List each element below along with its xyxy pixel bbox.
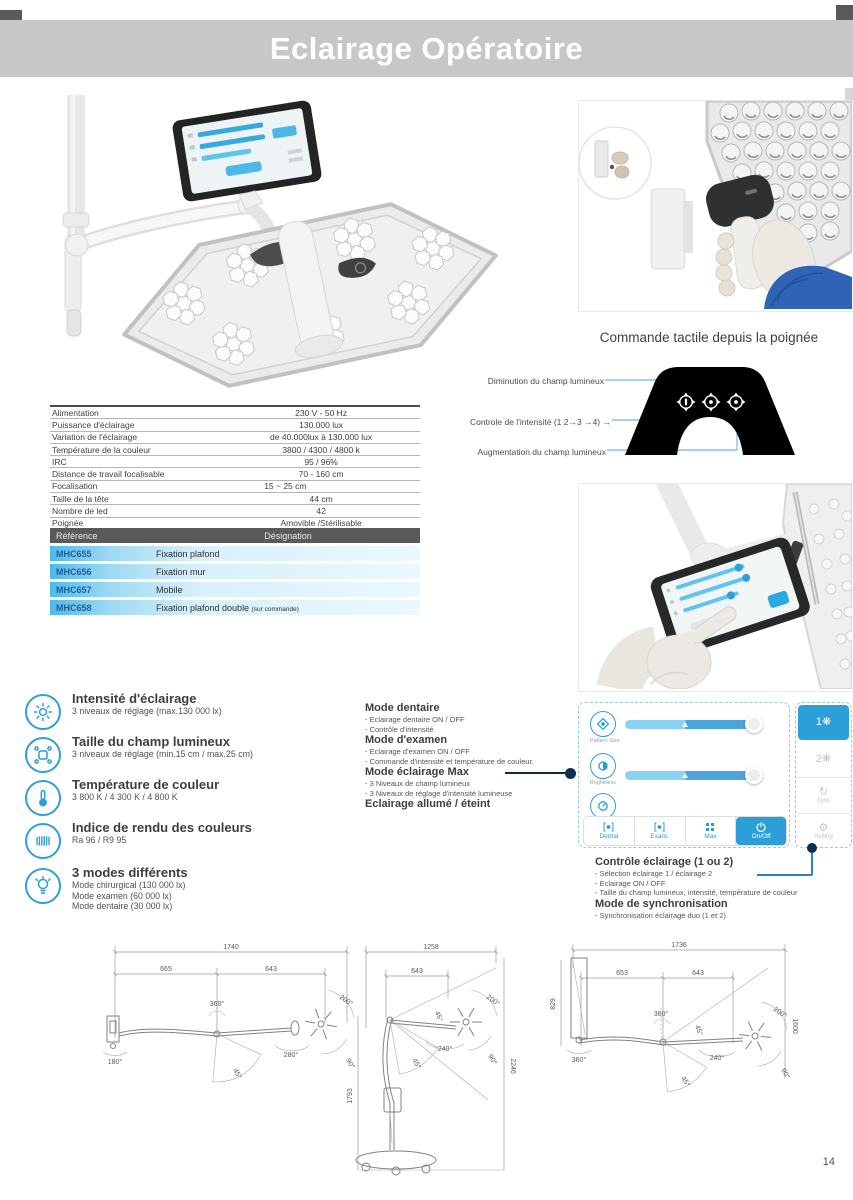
page-title: Eclairage Opératoire [269, 31, 584, 66]
angle-side: 90° [344, 1057, 356, 1071]
bulb-icon [25, 868, 61, 904]
ref-designation-note: (sur commande) [251, 605, 299, 613]
ref-designation: Fixation mur [156, 566, 206, 577]
table-row [50, 505, 420, 517]
feature-title: Indice de rendu des couleurs [72, 820, 252, 835]
table-row [50, 407, 420, 419]
mode-button-row [583, 816, 787, 846]
angle-base: 180° [107, 1059, 123, 1066]
feature-title: Taille du champ lumineux [72, 734, 230, 749]
lamp-2-button: 2❋ [796, 742, 851, 778]
touchscreen-illustration [579, 484, 852, 689]
slider-knob [745, 715, 763, 733]
angle-side: 90° [779, 1067, 791, 1081]
spec-value: 15 ~ 25 cm [264, 481, 307, 492]
feature-item [25, 868, 61, 904]
control-line: - Eclairage ON / OFF [595, 878, 666, 888]
table-row [50, 432, 420, 444]
spec-value: 230 V - 50 Hz [295, 407, 348, 418]
handle-touch-diagram [455, 362, 853, 462]
color-rendering-icon [25, 823, 61, 859]
gear-icon: ⚙ [818, 822, 829, 834]
handle-grip-illustration [579, 101, 852, 309]
feature-text [72, 735, 352, 760]
spec-label: Distance de travail focalisable [52, 469, 165, 480]
angle-top: 200° [337, 993, 354, 1008]
label-intensity-control: Controle de l'intensité (1 2→3 →4) → [470, 417, 611, 427]
control-line: - Taille du champ lumineux, intensité, température de couleur [595, 888, 798, 897]
slider-label: Pattern Size [590, 738, 620, 744]
mode-line: - Eclairage d'examen ON / OFF [365, 747, 470, 756]
pattern-size-icon [590, 711, 620, 744]
angle-fan: 45° [231, 1067, 243, 1081]
table-row [50, 600, 420, 615]
spec-label: Alimentation [52, 407, 99, 418]
control-line: - Synchronisation éclairage duo (1 et 2) [595, 910, 726, 920]
spec-label: Focalisation [52, 481, 98, 492]
lamp-select-panel [795, 702, 852, 848]
feature-line: Mode dentaire (30 000 lx) [72, 901, 173, 911]
spec-value: de 40.000lux à 130.000 lux [270, 432, 373, 443]
spec-value: 42 [316, 506, 326, 517]
spec-label: IRC [52, 456, 67, 467]
handle-silhouette [455, 362, 853, 462]
thermometer-icon [25, 780, 61, 816]
connector-dot-left [565, 768, 576, 779]
mode-line: - 3 Niveaux de réglage d'intensité lumineuse [365, 788, 513, 798]
control-title: Mode de synchronisation [595, 897, 728, 910]
feature-text [72, 692, 352, 717]
sun-icon [25, 694, 61, 730]
exam-button-label: Exam. [650, 833, 669, 840]
spec-label: Taille de la tête [52, 493, 109, 504]
dim-h-right: 2246 [509, 1058, 516, 1074]
ref-header-reference: Référence [56, 530, 98, 541]
angle-side: 90° [486, 1053, 498, 1067]
on-off-button-label: On/Off [751, 833, 771, 840]
spec-table [50, 405, 420, 530]
brightness-icon [590, 753, 616, 786]
lamp-1-label: 1 [815, 716, 822, 728]
dim-h-left: 829 [550, 998, 557, 1010]
spec-label: Variation de l'éclairage [52, 432, 138, 443]
feature-item [25, 823, 61, 859]
ref-designation: Fixation plafond [156, 548, 220, 559]
connector-line-max [505, 772, 567, 774]
mode-title: Mode d'examen [365, 734, 448, 746]
dental-button-label: Dental [599, 833, 619, 840]
control-line: - Sélection éclairage 1 / éclairage 2 [595, 869, 713, 878]
feature-text [72, 821, 352, 846]
label-increase-field: Augmentation du champ lumineux [477, 447, 606, 457]
ref-table-header [50, 528, 420, 543]
dim-seg-a: 653 [616, 970, 628, 977]
feature-line: Mode examen (60 000 lx) [72, 890, 172, 901]
handle-grip-photo [578, 100, 853, 312]
setting-button [796, 814, 851, 849]
handle-section-title: Commande tactile depuis la poignée [599, 330, 819, 345]
angle-rot: 360° [209, 1001, 225, 1008]
ref-designation: Mobile [156, 584, 183, 595]
angle-fan: 45° [679, 1075, 691, 1089]
angle-arm: 45° [693, 1024, 704, 1037]
dim-seg-a: 665 [160, 966, 172, 973]
feature-item [25, 694, 61, 730]
label-decrease-field: Diminution du champ lumineux [487, 376, 604, 386]
spec-label: Puissance d'éclairage [52, 419, 135, 430]
angle-arm: 45° [433, 1010, 444, 1023]
mode-line: - 3 Niveaux de champ lumineux [365, 779, 471, 788]
table-row [50, 481, 420, 493]
feature-title: Intensité d'éclairage [72, 691, 197, 706]
spec-value: Amovible /Stérilisable [280, 518, 362, 529]
feature-text [72, 866, 352, 912]
dim-h-left: 1793 [347, 1088, 354, 1104]
dental-button [584, 817, 635, 845]
connector-dot-bottom [807, 843, 817, 853]
feature-item [25, 737, 61, 773]
dim-h-right: 1600 [791, 1018, 798, 1034]
table-row [50, 582, 420, 597]
sync-icon: ↻ [818, 786, 829, 798]
mobile-stand-drawing [338, 938, 538, 1178]
dim-seg-a: 643 [411, 968, 423, 975]
angle-base: 360° [571, 1057, 587, 1064]
angle-top: 200° [484, 993, 501, 1008]
mode-line: - Commande d'intensité et température de couleur. [365, 756, 534, 766]
lighting-control-description [595, 856, 853, 920]
sync-label: Sync [816, 798, 831, 804]
spec-value: 95 / 96% [304, 456, 338, 467]
slider-label: Brightness [590, 780, 616, 786]
spec-value: 44 cm [309, 493, 333, 504]
table-row [50, 456, 420, 468]
dim-total: 1740 [223, 944, 239, 951]
dim-seg-b: 643 [265, 966, 277, 973]
lamp-2-label: 2 [815, 753, 822, 765]
spec-value: 3800 / 4300 / 4800 k [282, 444, 360, 455]
mode-line: - Eclairage dentaire ON / OFF [365, 715, 465, 724]
setting-label: Setting [814, 834, 833, 840]
spec-label: Température de la couleur [52, 444, 151, 455]
dim-seg-b: 643 [692, 970, 704, 977]
on-off-button [736, 817, 786, 845]
feature-title: Température de couleur [72, 777, 220, 792]
spec-label: Nombre de led [52, 506, 108, 517]
feature-item [25, 780, 61, 816]
ref-code: MHC658 [56, 602, 92, 613]
surgical-light-photo [15, 95, 530, 390]
max-button-label: Max [704, 833, 717, 840]
angle-top: 200° [771, 1005, 788, 1020]
table-row [50, 493, 420, 505]
touchscreen-panel [578, 702, 790, 848]
sync-button [796, 778, 851, 814]
brightness-slider [625, 771, 759, 780]
lamp-1-button: 1❋ [798, 705, 849, 740]
max-button [686, 817, 737, 845]
table-row [50, 564, 420, 579]
feature-line: 3 niveaux de réglage (max.130 000 lx) [72, 706, 222, 716]
light-field-icon [25, 737, 61, 773]
feature-line: 3 800 K / 4 300 K / 4 800 K [72, 792, 178, 802]
table-row [50, 419, 420, 431]
page-number: 14 [822, 1156, 835, 1168]
feature-text [72, 778, 352, 803]
page-header [0, 20, 853, 77]
pattern-size-slider [625, 720, 759, 729]
touchscreen-photo [578, 483, 853, 692]
table-row [50, 546, 420, 561]
table-row [50, 444, 420, 456]
feature-line: 3 niveaux de réglage (min.15 cm / max.25 cm) [72, 749, 253, 759]
ref-designation [156, 603, 420, 613]
angle-mid: 280° [283, 1052, 299, 1059]
feature-line: Mode chirurgical (130 000 lx) [72, 880, 186, 890]
angle-fan: 45° [410, 1057, 422, 1071]
slider-knob [745, 766, 763, 784]
control-title: Contrôle éclairage (1 ou 2) [595, 856, 734, 868]
ref-code: MHC656 [56, 566, 92, 577]
table-row [50, 468, 420, 480]
dim-total: 1258 [423, 944, 439, 951]
mode-line: - Contrôle d'intensité [365, 724, 434, 734]
mode-title: Mode dentaire [365, 702, 440, 714]
modes-description [365, 702, 580, 811]
feature-line: Ra 96 / R9 95 [72, 835, 127, 845]
angle-mid: 240° [437, 1046, 453, 1053]
mode-title: Eclairage allumé / éteint [365, 798, 491, 810]
mode-title: Mode éclairage Max [365, 766, 469, 778]
angle-mid: 240° [709, 1055, 725, 1062]
feature-title: 3 modes différents [72, 865, 188, 880]
ref-designation-text: Fixation plafond double [156, 602, 250, 613]
wall-mount-drawing [95, 938, 365, 1088]
angle-rot: 360° [653, 1011, 669, 1018]
ref-header-designation: Désignation [264, 530, 312, 541]
ref-code: MHC657 [56, 584, 92, 595]
ceiling-mount-drawing [543, 938, 805, 1093]
spec-value: 130.000 lux [299, 419, 344, 430]
spec-value: 70 - 160 cm [298, 469, 344, 480]
exam-button [635, 817, 686, 845]
ref-code: MHC655 [56, 548, 92, 559]
surgical-light-illustration [15, 95, 530, 390]
spec-label: Poignée [52, 518, 84, 529]
dim-total: 1736 [671, 942, 687, 949]
